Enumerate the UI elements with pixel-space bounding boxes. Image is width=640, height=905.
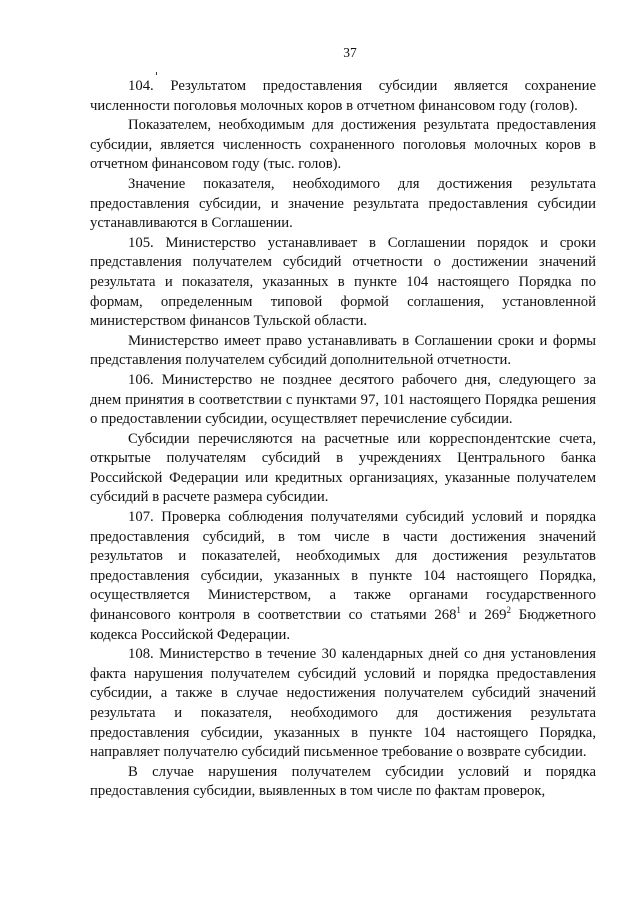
paragraph-107 [90,508,596,645]
paragraph-107-text-3: Бюджетного кодекса Российской Федерации. [90,607,596,643]
paragraph-107-text-1: 107. Проверка соблюдения получателями субсидий условий и порядка предоставления субсидий, в том числе в части достижения значений результатов и показателей, необходимых для достижения результатов предоставления субсидии, указанных в пункте 104 настоящего Порядка, осуществляется Министерством, а также органами государственного финансового контроля в соответствии со статьями 268 [90,509,596,624]
superscript-2: 2 [506,605,511,616]
paragraph-104: 104. Результатом предоставления субсидии является сохранение численности поголовья молочных коров в отчетном финансовом году (голов). [90,78,596,114]
paragraph-104-value: Значение показателя, необходимого для достижения результата предоставления субсидии, и значение результата предоставления субсидии устанавливаются в Соглашении. [90,175,596,232]
page-number: 37 [343,45,357,60]
paragraph-violation: В случае нарушения получателем субсидии условий и порядка предоставления субсидии, выявленных в том числе по фактам проверок, [90,763,596,800]
paragraph-108: 108. Министерство в течение 30 календарных дней со дня установления факта нарушения получателем субсидий условий и порядка предоставления субсидии, а также в случае недостижения получателем субсидий значений результата и показателя, необходимого для достижения результата предоставления субсидии, указанных в пункте 104 настоящего Порядка, направляет получателю субсидий письменное требование о возврате субсидии. [90,646,596,761]
paragraph-107-text-2: и 269 [460,607,507,624]
paragraph-105: 105. Министерство устанавливает в Соглашении порядок и сроки представления получателем субсидий отчетности о достижении значений результата и показателя, указанных в пункте 104 настоящего Порядка по формам, определенным типовой формой соглашения, установленной министерством финансов Тульской области. [90,234,596,330]
document-body [90,77,596,802]
paragraph-105-additional: Министерство имеет право устанавливать в Соглашении сроки и формы представления получателем субсидий дополнительной отчетности. [90,332,596,369]
superscript-1: 1 [456,605,461,616]
paragraph-104-indicator: Показателем, необходимым для достижения результата предоставления субсидии, является численность сохраненного поголовья молочных коров в отчетном финансовом году (тыс. голов). [90,117,596,173]
scan-mark [156,72,157,75]
paragraph-106: 106. Министерство не позднее десятого рабочего дня, следующего за днем принятия в соответствии с пунктами 97, 101 настоящего Порядка решения о предоставлении субсидии, осуществляет перечисление субсидии. [90,371,596,428]
paragraph-106-accounts: Субсидии перечисляются на расчетные или корреспондентские счета, открытые получателям субсидий в учреждениях Центрального банка Российской Федерации или кредитных организациях, указанные получателем субсидий в расчете размера субсидии. [90,430,596,506]
